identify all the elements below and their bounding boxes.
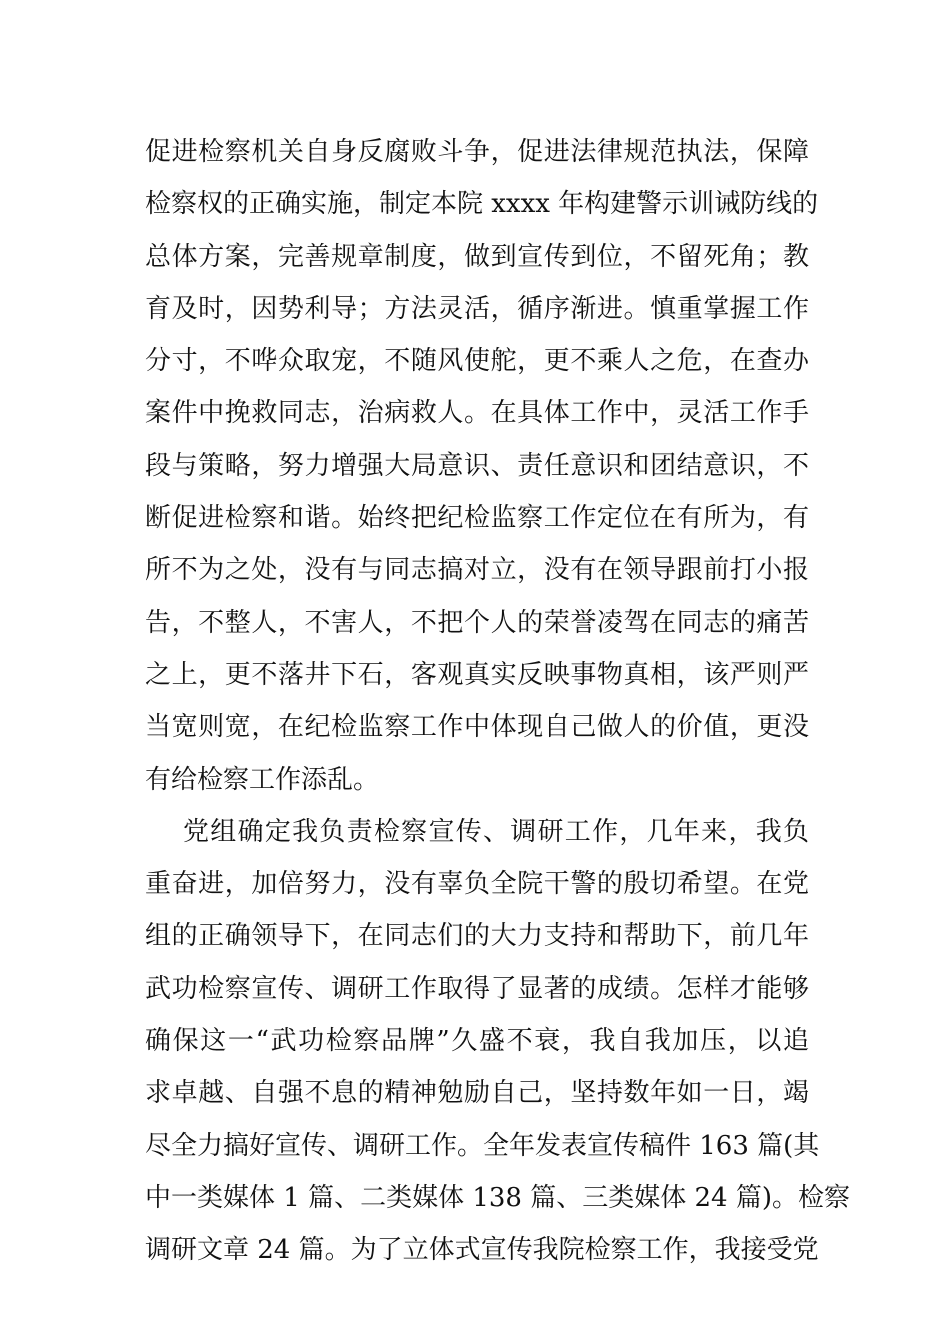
text-line: 断促进检察和谐。始终把纪检监察工作定位在有所为，有 [145,503,809,534]
text-line: 求卓越、自强不息的精神勉励自己，坚持数年如一日，竭 [145,1078,809,1109]
paragraph-2 [145,806,850,1277]
text-line: 党组确定我负责检察宣传、调研工作，几年来，我负 [183,816,809,847]
text-line: 重奋进，加倍努力，没有辜负全院干警的殷切希望。在党 [145,869,809,900]
text-line: 检察权的正确实施，制定本院 xxxx 年构建警示训诫防线的 [145,189,819,220]
text-line: 总体方案，完善规章制度，做到宣传到位，不留死角；教 [145,241,809,272]
text-line: 有给检察工作添乱。 [145,764,380,795]
document-body [145,126,850,1277]
text-line: 之上，更不落井下石，客观真实反映事物真相，该严则严 [145,659,809,690]
text-line: 告，不整人，不害人，不把个人的荣誉凌驾在同志的痛苦 [145,607,809,638]
text-line: 所不为之处，没有与同志搞对立，没有在领导跟前打小报 [145,555,809,586]
text-line: 段与策略，努力增强大局意识、责任意识和团结意识，不 [145,450,809,481]
text-line: 促进检察机关自身反腐败斗争，促进法律规范执法，保障 [145,137,809,167]
text-line: 中一类媒体 1 篇、二类媒体 138 篇、三类媒体 24 篇)。检察 [145,1182,850,1213]
paragraph-1 [145,126,819,806]
text-line: 案件中挽救同志，治病救人。在具体工作中，灵活工作手 [145,398,809,429]
text-line: 调研文章 24 篇。为了立体式宣传我院检察工作，我接受党 [145,1235,819,1266]
text-line: 育及时，因势利导；方法灵活，循序渐进。慎重掌握工作 [145,293,809,324]
text-line: 当宽则宽，在纪检监察工作中体现自己做人的价值，更没 [145,712,809,743]
text-line: 尽全力搞好宣传、调研工作。全年发表宣传稿件 163 篇(其 [145,1130,820,1161]
text-line: 确保这一“武功检察品牌”久盛不衰，我自我加压，以追 [145,1026,809,1057]
text-line: 分寸，不哗众取宠，不随风使舵，更不乘人之危，在查办 [145,346,809,377]
text-line: 武功检察宣传、调研工作取得了显著的成绩。怎样才能够 [145,973,809,1004]
text-line: 组的正确领导下，在同志们的大力支持和帮助下，前几年 [145,921,809,952]
